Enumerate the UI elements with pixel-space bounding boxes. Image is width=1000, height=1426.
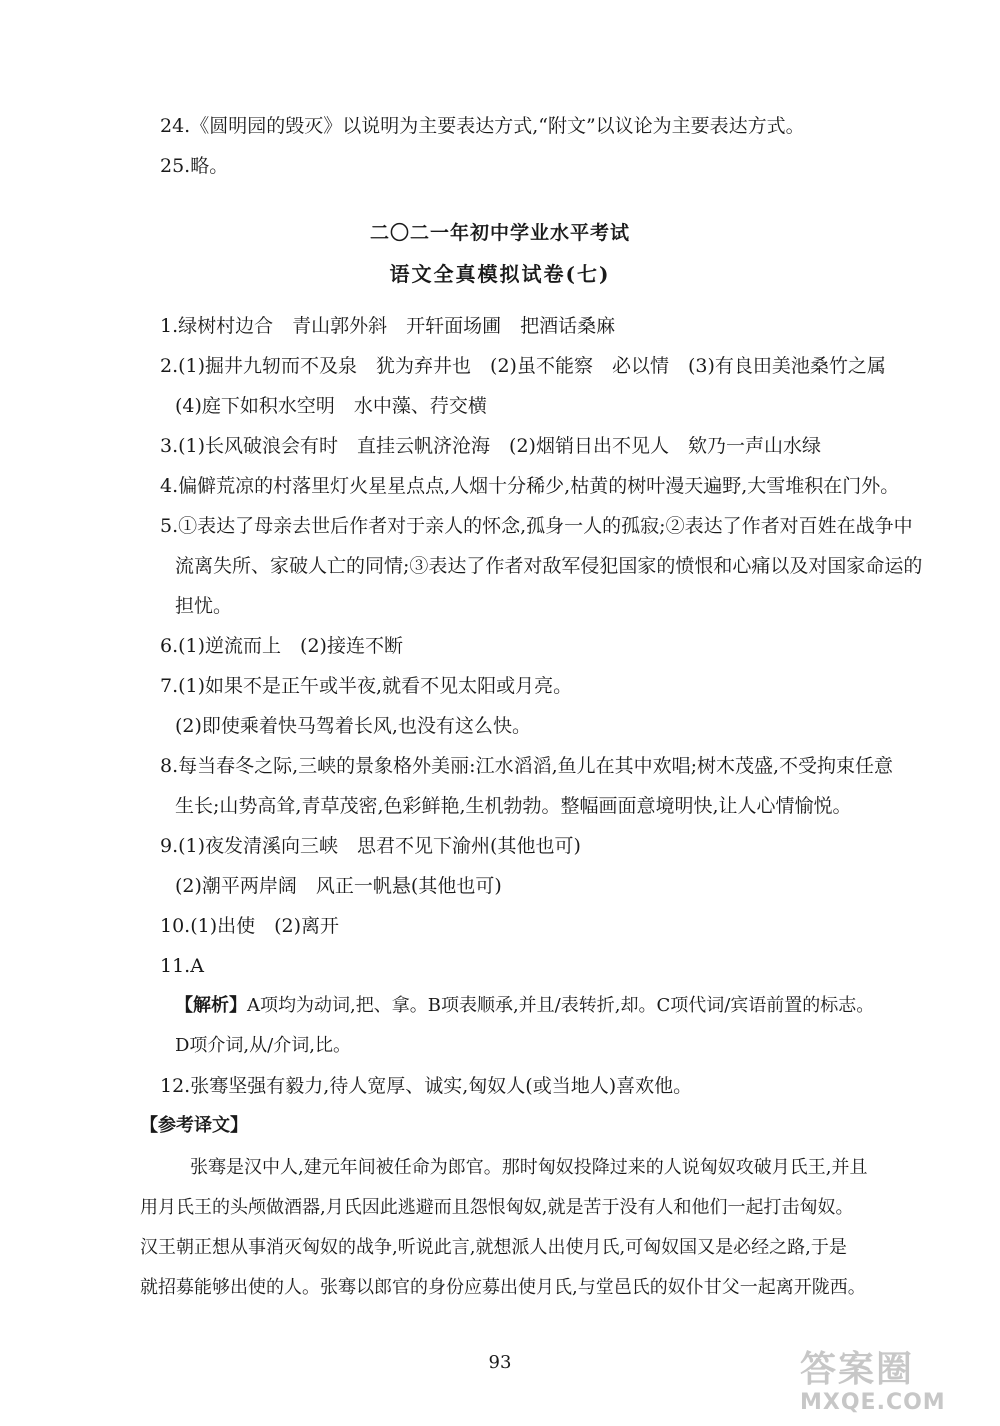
- answer-line-5: 5.①表达了母亲去世后作者对于亲人的怀念,孤身一人的孤寂;②表达了作者对百姓在战争中: [160, 515, 913, 537]
- answer-line-7: 7.(1)如果不是正午或半夜,就看不见太阳或月亮。: [160, 675, 573, 697]
- answer-line-2-cont: (4)庭下如积水空明 水中藻、荇交横: [175, 395, 487, 417]
- answer-line-8: 8.每当春冬之际,三峡的景象格外美丽:江水滔滔,鱼儿在其中欢唱;树木茂盛,不受拘束任意: [160, 755, 894, 777]
- translation-line-3: 汉王朝正想从事消灭匈奴的战争,听说此言,就想派人出使月氏,可匈奴国又是必经之路,于是: [140, 1237, 847, 1258]
- page-number: 93: [488, 1352, 512, 1373]
- exam-subtitle: 语文全真模拟试卷(七): [389, 262, 611, 286]
- answer-line-10: 10.(1)出使 (2)离开: [160, 915, 340, 937]
- watermark-logo: [800, 1350, 970, 1420]
- watermark-bottom: MXQE.COM: [800, 1390, 946, 1415]
- answer-line-9-cont: (2)潮平两岸阔 风正一帆悬(其他也可): [175, 875, 502, 897]
- answer-line-4: 4.偏僻荒凉的村落里灯火星星点点,人烟十分稀少,枯黄的树叶漫天遍野,大雪堆积在门外。: [160, 475, 900, 497]
- analysis-text: A项均为动词,把、拿。B项表顺承,并且/表转折,却。C项代词/宾语前置的标志。: [247, 995, 875, 1016]
- reference-translation-heading: 【参考译文】: [140, 1115, 248, 1136]
- exam-title: 二〇二一年初中学业水平考试: [369, 222, 630, 244]
- answer-line-1: 1.绿树村边合 青山郭外斜 开轩面场圃 把酒话桑麻: [160, 315, 616, 337]
- answer-line-11: 11.A: [160, 955, 204, 977]
- answer-line-2: 2.(1)掘井九轫而不及泉 犹为弃井也 (2)虽不能察 必以情 (3)有良田美池桑竹之属: [160, 355, 886, 377]
- translation-line-4: 就招募能够出使的人。张骞以郎官的身份应募出使月氏,与堂邑氏的奴仆甘父一起离开陇西。: [140, 1277, 866, 1298]
- answer-line-12: 12.张骞坚强有毅力,待人宽厚、诚实,匈奴人(或当地人)喜欢他。: [160, 1075, 693, 1097]
- analysis-label: 【解析】: [175, 995, 247, 1016]
- watermark-top: 答案圈: [800, 1349, 915, 1390]
- answer-line-8-cont: 生长;山势高耸,青草茂密,色彩鲜艳,生机勃勃。整幅画面意境明快,让人心情愉悦。: [175, 795, 852, 817]
- translation-line-2: 用月氏王的头颅做酒器,月氏因此逃避而且怨恨匈奴,就是苦于没有人和他们一起打击匈奴。: [140, 1197, 854, 1218]
- answer-line-24: 24.《圆明园的毁灭》以说明为主要表达方式,“附文”以议论为主要表达方式。: [160, 115, 805, 137]
- answer-line-25: 25.略。: [160, 155, 229, 177]
- answer-line-9: 9.(1)夜发清溪向三峡 思君不见下渝州(其他也可): [160, 835, 581, 857]
- analysis-line-cont: D项介词,从/介词,比。: [175, 1035, 351, 1056]
- answer-line-5-cont: 流离失所、家破人亡的同情;③表达了作者对敌军侵犯国家的愤恨和心痛以及对国家命运的: [175, 555, 923, 577]
- translation-line-1: 张骞是汉中人,建元年间被任命为郎官。那时匈奴投降过来的人说匈奴攻破月氏王,并且: [190, 1157, 868, 1178]
- analysis-line: [175, 994, 874, 1018]
- answer-line-7-cont: (2)即使乘着快马驾着长风,也没有这么快。: [175, 715, 531, 737]
- answer-line-6: 6.(1)逆流而上 (2)接连不断: [160, 635, 403, 657]
- answer-line-5-end: 担忧。: [175, 595, 233, 617]
- answer-line-3: 3.(1)长风破浪会有时 直挂云帆济沧海 (2)烟销日出不见人 欸乃一声山水绿: [160, 435, 821, 457]
